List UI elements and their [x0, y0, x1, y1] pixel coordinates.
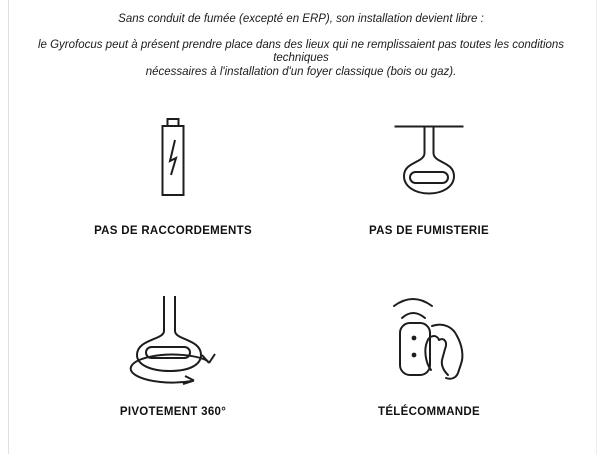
page-edge-right [596, 0, 597, 454]
suspended-fireplace-icon [394, 125, 464, 196]
intro-paragraph-line-2: nécessaires à l'installation d'un foyer classique (bois ou gaz). [145, 65, 457, 78]
intro-text [12, 13, 590, 79]
feature-icon-box [301, 287, 557, 388]
feature-label: PAS DE FUMISTERIE [369, 225, 489, 237]
page-edge-left [8, 0, 9, 454]
feature-label: TÉLÉCOMMANDE [378, 406, 480, 418]
feature-icon-box [45, 110, 301, 200]
intro-paragraph-line-1: le Gyrofocus peut à présent prendre place dans des lieux qui ne remplissaient pas toutes les conditions techniques [37, 38, 565, 64]
feature-pivotement-360 [45, 287, 301, 454]
rotating-fireplace-icon [128, 293, 218, 385]
feature-icon-box [301, 110, 557, 200]
feature-label: PIVOTEMENT 360° [119, 406, 227, 418]
feature-pas-de-raccordements [45, 110, 301, 287]
feature-label: PAS DE RACCORDEMENTS [94, 225, 252, 237]
feature-icon-box [45, 287, 301, 388]
battery-lightning-icon [160, 118, 186, 196]
features-grid [45, 110, 557, 454]
feature-pas-de-fumisterie [301, 110, 557, 287]
feature-telecommande [301, 287, 557, 454]
intro-sentence: Sans conduit de fumée (excepté en ERP), son installation devient libre : [118, 13, 484, 25]
remote-control-hand-icon [390, 290, 468, 382]
